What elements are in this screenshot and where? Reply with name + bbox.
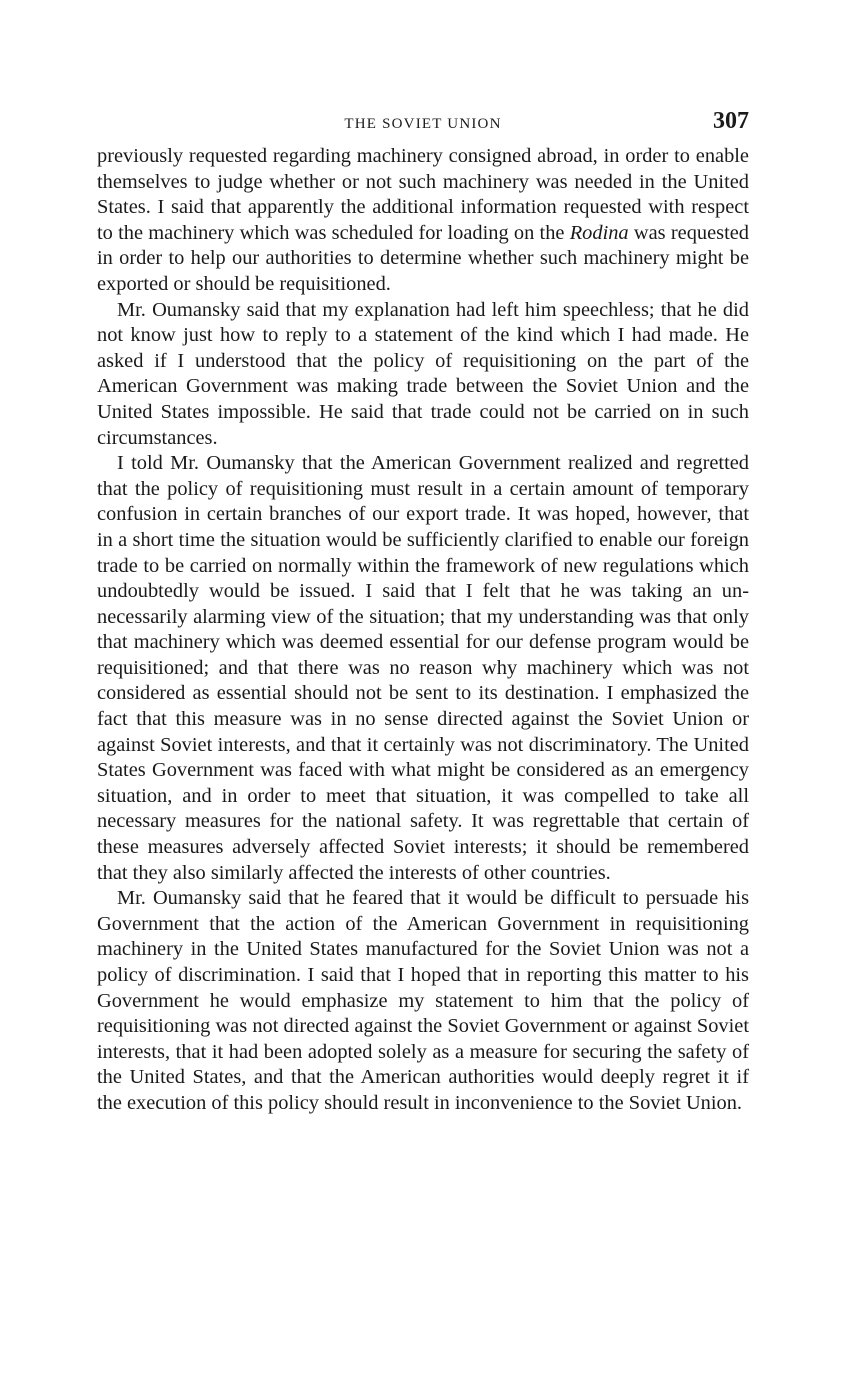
running-header xyxy=(97,108,749,144)
paragraph-1 xyxy=(97,144,749,298)
ship-name-italic: Rodina xyxy=(569,221,629,244)
paragraph-1-text-end: was requested in order to help our authorities to determine whether such machinery might be exported or should be requisitioned. xyxy=(97,221,749,295)
paragraph-1-text-start: previously requested regarding machinery consigned abroad, in order to enable themselves to judge whether or not such machinery was needed in the United States. I said that apparently the additional information requested with respect to the machinery which was scheduled for loading on the xyxy=(97,145,749,244)
body-text xyxy=(97,144,749,1117)
paragraph-2: Mr. Oumansky said that my explanation had left him speechless; that he did not know just how to reply to a statement of the kind which I had made. He asked if I understood that the policy of requisitioning on the part of the American Government was making trade between the Soviet Union and the United States impossible. He said that trade could not be carried on in such circumstances. xyxy=(97,298,749,449)
paragraph-4: Mr. Oumansky said that he feared that it would be difficult to persuade his Government that the action of the American Government in requisitioning machinery in the United States manufactured for the Soviet Union was not a policy of discrimination. I said that I hoped that in reporting this matter to his Government he would emphasize my statement to him that the policy of requisitioning was not directed against the Soviet Government or against Soviet interests, that it had been adopted solely as a measure for securing the safety of the United States, and that the American authorities would deeply regret it if the execution of this policy should result in inconvenience to the Soviet Union. xyxy=(97,887,749,1114)
page-number: 307 xyxy=(713,108,749,134)
running-title: THE SOVIET UNION xyxy=(344,116,502,132)
paragraph-3: I told Mr. Oumansky that the American Government realized and regretted that the policy of requisitioning must result in a certain amount of temporary confusion in certain branches of our export trade. It was hoped, however, that in a short time the situation would be sufficiently clarified to enable our foreign trade to be carried on normally within the framework of new regulations which undoubtedly would be issued. I said that I felt that he was taking an unnecessarily alarming view of the situation; that my understanding was that only that machinery which was deemed essential for our defense program would be requisitioned; and that there was no reason why machinery which was not considered as essential should not be sent to its destination. I emphasized the fact that this measure was in no sense directed against the Soviet Union or against Soviet interests, and that it certainly was not discriminatory. The United States Government was faced with what might be considered as an emergency situation, and in order to meet that situation, it was compelled to take all necessary measures for the national safety. It was regrettable that certain of these measures adversely affected Soviet interests; it should be remembered that they also similarly affected the interests of other countries. xyxy=(97,452,749,884)
document-page xyxy=(97,108,749,1117)
